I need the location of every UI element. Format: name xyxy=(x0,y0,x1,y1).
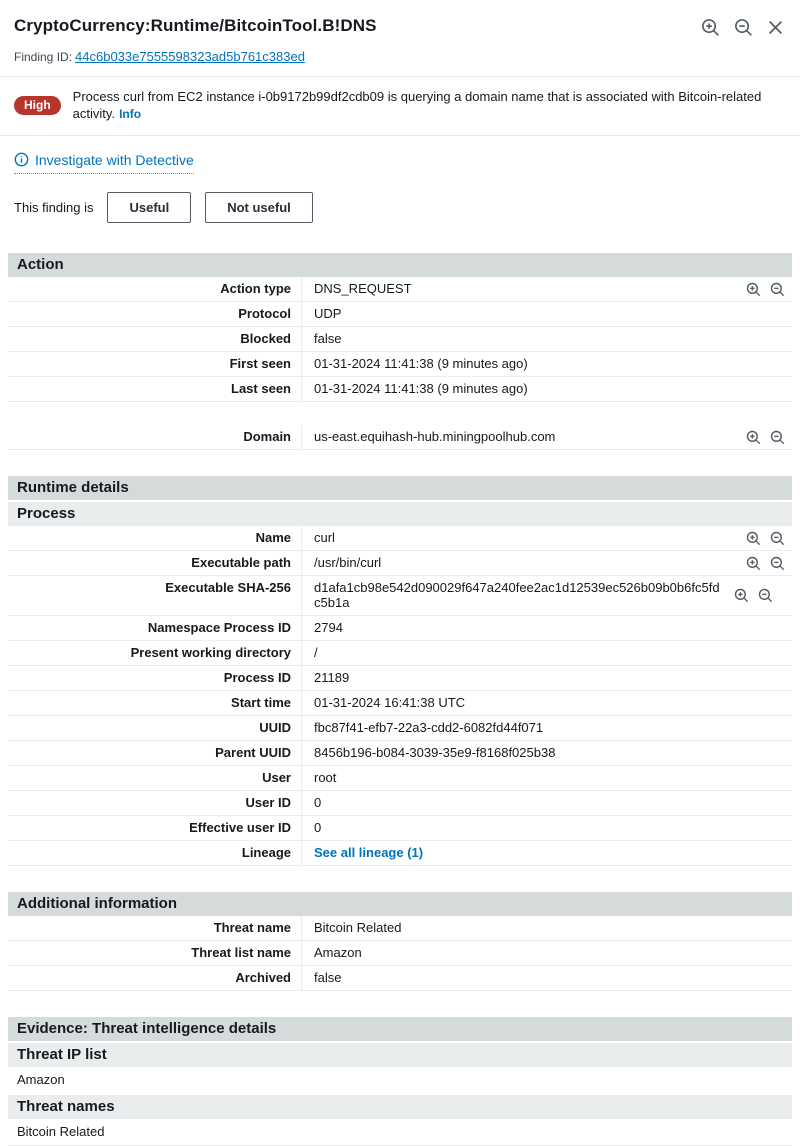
evidence-section xyxy=(8,1017,792,1146)
table-row xyxy=(8,526,792,551)
additional-information-section xyxy=(8,892,792,991)
table-row xyxy=(8,377,792,402)
row-value: us-east.equihash-hub.miningpoolhub.com xyxy=(314,428,556,444)
row-label: Executable path xyxy=(8,551,302,575)
zoom-in-icon[interactable] xyxy=(746,531,761,546)
table-row xyxy=(8,666,792,691)
row-value xyxy=(302,841,792,865)
table-row xyxy=(8,616,792,641)
zoom-in-icon[interactable] xyxy=(701,18,720,37)
zoom-in-icon[interactable] xyxy=(734,588,749,603)
table-row xyxy=(8,741,792,766)
row-value: UDP xyxy=(314,305,342,321)
runtime-details-section xyxy=(8,476,792,866)
threat-ip-list-subheader: Threat IP list xyxy=(8,1043,792,1067)
row-label: Domain xyxy=(8,425,302,449)
evidence-header: Evidence: Threat intelligence details xyxy=(8,1017,792,1041)
row-label: Name xyxy=(8,526,302,550)
row-label: Blocked xyxy=(8,327,302,351)
table-row xyxy=(8,576,792,616)
zoom-out-icon[interactable] xyxy=(758,588,773,603)
investigate-row xyxy=(0,136,800,176)
row-value: false xyxy=(314,330,342,346)
row-label: User xyxy=(8,766,302,790)
action-section-header: Action xyxy=(8,253,792,277)
row-icon-group xyxy=(746,277,792,301)
row-value: /usr/bin/curl xyxy=(314,554,382,570)
row-value: curl xyxy=(314,529,335,545)
row-label: Action type xyxy=(8,277,302,301)
row-label: Namespace Process ID xyxy=(8,616,302,640)
finding-description: Process curl from EC2 instance i-0b9172b99df2cdb09 is querying a domain name that is associated with Bitcoin-related activity. Info xyxy=(72,89,762,121)
row-value: root xyxy=(314,769,337,785)
row-label: Lineage xyxy=(8,841,302,865)
row-label: User ID xyxy=(8,791,302,815)
row-label: Start time xyxy=(8,691,302,715)
additional-information-header: Additional information xyxy=(8,892,792,916)
table-row xyxy=(8,816,792,841)
zoom-out-icon[interactable] xyxy=(770,282,785,297)
not-useful-button[interactable]: Not useful xyxy=(205,192,313,223)
row-value: fbc87f41-efb7-22a3-cdd2-6082fd44f071 xyxy=(314,719,544,735)
row-label: Archived xyxy=(8,966,302,990)
severity-badge: High xyxy=(14,96,61,115)
table-row xyxy=(8,327,792,352)
row-label: Last seen xyxy=(8,377,302,401)
table-row xyxy=(8,641,792,666)
finding-id-row xyxy=(0,37,800,76)
table-row xyxy=(8,791,792,816)
zoom-in-icon[interactable] xyxy=(746,430,761,445)
row-value: Bitcoin Related xyxy=(314,919,402,935)
action-section xyxy=(8,253,792,450)
table-row xyxy=(8,766,792,791)
feedback-row xyxy=(0,176,800,223)
page-title: CryptoCurrency:Runtime/BitcoinTool.B!DNS xyxy=(14,16,377,35)
row-value: 01-31-2024 16:41:38 UTC xyxy=(314,694,466,710)
row-value: 0 xyxy=(314,819,322,835)
table-row xyxy=(8,302,792,327)
panel-header xyxy=(0,0,800,37)
table-row xyxy=(8,277,792,302)
zoom-out-icon[interactable] xyxy=(770,531,785,546)
process-subheader: Process xyxy=(8,502,792,526)
row-icon-group xyxy=(746,551,792,575)
threat-names-subheader: Threat names xyxy=(8,1095,792,1119)
zoom-out-icon[interactable] xyxy=(770,430,785,445)
feedback-label: This finding is xyxy=(14,199,94,215)
close-icon[interactable] xyxy=(767,19,784,36)
row-icon-group xyxy=(734,588,780,603)
info-link[interactable]: Info xyxy=(119,106,142,121)
runtime-details-header: Runtime details xyxy=(8,476,792,500)
row-value: 2794 xyxy=(314,619,343,635)
row-label: Threat list name xyxy=(8,941,302,965)
row-value: 01-31-2024 11:41:38 (9 minutes ago) xyxy=(314,380,528,396)
row-value: 01-31-2024 11:41:38 (9 minutes ago) xyxy=(314,355,528,371)
row-label: Threat name xyxy=(8,916,302,940)
row-label: Executable SHA-256 xyxy=(8,576,302,615)
table-row xyxy=(8,352,792,377)
row-value: 0 xyxy=(314,794,322,810)
row-label: Process ID xyxy=(8,666,302,690)
row-label: First seen xyxy=(8,352,302,376)
finding-id-label: Finding ID: xyxy=(14,50,73,64)
threat-ip-list-value: Amazon xyxy=(17,1071,65,1087)
table-row xyxy=(8,691,792,716)
zoom-out-icon[interactable] xyxy=(770,556,785,571)
row-value: 21189 xyxy=(314,669,350,685)
finding-id-link[interactable]: 44c6b033e7555598323ad5b761c383ed xyxy=(75,49,305,64)
row-value: d1afa1cb98e542d090029f647a240fee2ac1d12539ec526b09b0b6fc5fdc5b1a xyxy=(314,579,720,610)
row-icon-group xyxy=(746,526,792,550)
zoom-in-icon[interactable] xyxy=(746,282,761,297)
table-row xyxy=(8,941,792,966)
zoom-in-icon[interactable] xyxy=(746,556,761,571)
row-value: false xyxy=(314,969,342,985)
table-row-lineage xyxy=(8,841,792,866)
finding-summary-band xyxy=(0,76,800,136)
table-row xyxy=(8,916,792,941)
row-spacer xyxy=(8,402,792,425)
investigate-link-label: Investigate with Detective xyxy=(35,151,194,168)
row-label: UUID xyxy=(8,716,302,740)
row-label: Effective user ID xyxy=(8,816,302,840)
threat-names-value: Bitcoin Related xyxy=(8,1119,792,1146)
table-row-domain xyxy=(8,425,792,450)
row-value: Amazon xyxy=(314,944,362,960)
investigate-with-detective-link[interactable] xyxy=(14,152,194,174)
zoom-out-icon[interactable] xyxy=(734,18,753,37)
row-icon-group xyxy=(746,425,792,449)
table-row xyxy=(8,966,792,991)
table-row xyxy=(8,551,792,576)
header-icon-group xyxy=(701,18,784,37)
row-value: 8456b196-b084-3039-35e9-f8168f025b38 xyxy=(314,744,556,760)
row-label: Present working directory xyxy=(8,641,302,665)
info-circle-icon xyxy=(14,152,29,167)
row-label: Protocol xyxy=(8,302,302,326)
row-value: DNS_REQUEST xyxy=(314,280,412,296)
useful-button[interactable]: Useful xyxy=(107,192,191,223)
row-value: / xyxy=(314,644,318,660)
table-row xyxy=(8,716,792,741)
see-all-lineage-link[interactable]: See all lineage (1) xyxy=(314,844,424,860)
row-label: Parent UUID xyxy=(8,741,302,765)
